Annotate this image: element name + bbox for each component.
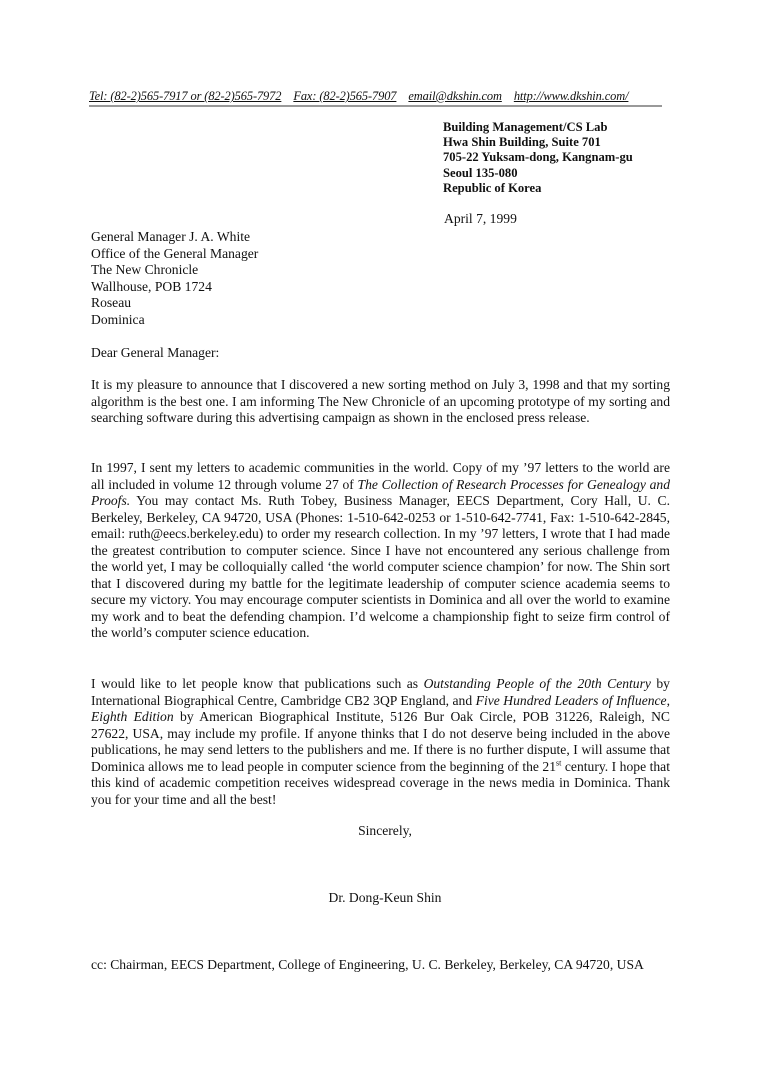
paragraph-text: I would like to let people know that publications such as	[91, 676, 424, 691]
sender-address-line: 705-22 Yuksam-dong, Kangnam-gu	[443, 150, 633, 165]
letterhead-contact-line	[89, 89, 661, 106]
sender-address-line: Building Management/CS Lab	[443, 120, 608, 134]
body-paragraph-2	[91, 460, 670, 642]
recipient-address-line: The New Chronicle	[91, 262, 199, 278]
letterhead-divider	[89, 105, 662, 107]
publication-title: The Collection of Research Processes for Genealogy and Proofs.	[91, 476, 670, 508]
recipient-address-line: Office of the General Manager	[91, 245, 259, 261]
recipient-address-line: General Manager J. A. White	[91, 229, 251, 244]
recipient-address-line: Dominica	[91, 311, 145, 327]
recipient-address-line: Roseau	[91, 295, 132, 311]
sender-address-line: Hwa Shin Building, Suite 701	[443, 135, 601, 150]
ordinal-suffix: st	[556, 757, 562, 767]
paragraph-text: century. I hope that this kind of academic competition receives widespread coverage in the news media in Dominica. Thank you for your time and all the best!	[91, 758, 670, 807]
letterhead-website-link[interactable]: http://www.dkshin.com/	[513, 89, 629, 103]
paragraph-text: by American Biographical Institute, 5126 Bur Oak Circle, POB 31226, Raleigh, NC 27622, USA, may include my profile. If anyone thinks that I do not deserve being included in the above publications, he may send letters to the publishers and me. If there is no further dispute, I will assume that Dominica allows me to lead people in computer science from the beginning of the 21	[91, 709, 671, 774]
sender-address-line: Republic of Korea	[443, 180, 542, 195]
body-paragraph-3	[91, 676, 670, 808]
letterhead-tel: Tel: (82-2)565-7917 or (82-2)565-7972	[89, 89, 282, 103]
paragraph-text: by International Biographical Centre, Cambridge CB2 3QP England, and	[91, 676, 670, 708]
letterhead-fax: Fax: (82-2)565-7907	[293, 89, 397, 103]
recipient-address-line: Wallhouse, POB 1724	[91, 278, 212, 294]
salutation: Dear General Manager:	[91, 345, 220, 360]
paragraph-text: You may contact Ms. Ruth Tobey, Business Manager, EECS Department, Cory Hall, U. C. Berkeley, Berkeley, CA 94720, USA (Phones: 1-510-642-0253 or 1-510-642-7741, Fax: 1-510-642-2845, email: ruth@eecs.berkeley.edu) to order my research collection. In my ’97 letters, I wrote that I had made the greatest contribution to computer science. Since I have not encountered any serious challenge from the world yet, I may be colloquially called ‘the world computer science champion’ for now. The Shin sort that I discovered during my battle for the legitimate leadership of computer science academia seems to secure my victory. You may encourage computer scientists in Dominica and all over the world to examine my work and to beat the defending champion. I’d welcome a championship fight to seize firm control of the world’s computer science education.	[91, 493, 670, 640]
publication-edition: Eighth Edition	[91, 709, 174, 724]
letter-date: April 7, 1999	[444, 211, 517, 226]
sender-address-line: Seoul 135-080	[443, 165, 518, 180]
publication-title: Outstanding People of the 20th Century	[423, 676, 651, 691]
body-paragraph-1: It is my pleasure to announce that I discovered a new sorting method on July 3, 1998 and that my sorting algorithm is the best one. I am informing The New Chronicle of an upcoming prototype of my sorting and searching software during this advertising campaign as shown in the enclosed press release.	[91, 377, 670, 425]
closing: Sincerely,	[358, 823, 412, 838]
sender-address	[443, 120, 633, 196]
paragraph-text: In 1997, I sent my letters to academic communities in the world. Copy of my ’97 letters to the world are all included in volume 12 through volume 27 of	[91, 460, 670, 492]
signature: Dr. Dong-Keun Shin	[328, 890, 442, 905]
recipient-address	[91, 229, 258, 329]
letterhead-email-link[interactable]: email@dkshin.com	[408, 89, 502, 103]
paragraph-text: ,	[666, 692, 670, 708]
publication-title: Five Hundred Leaders of Influence	[475, 692, 667, 708]
cc-line: cc: Chairman, EECS Department, College of Engineering, U. C. Berkeley, Berkeley, CA 94720, USA	[91, 957, 644, 972]
